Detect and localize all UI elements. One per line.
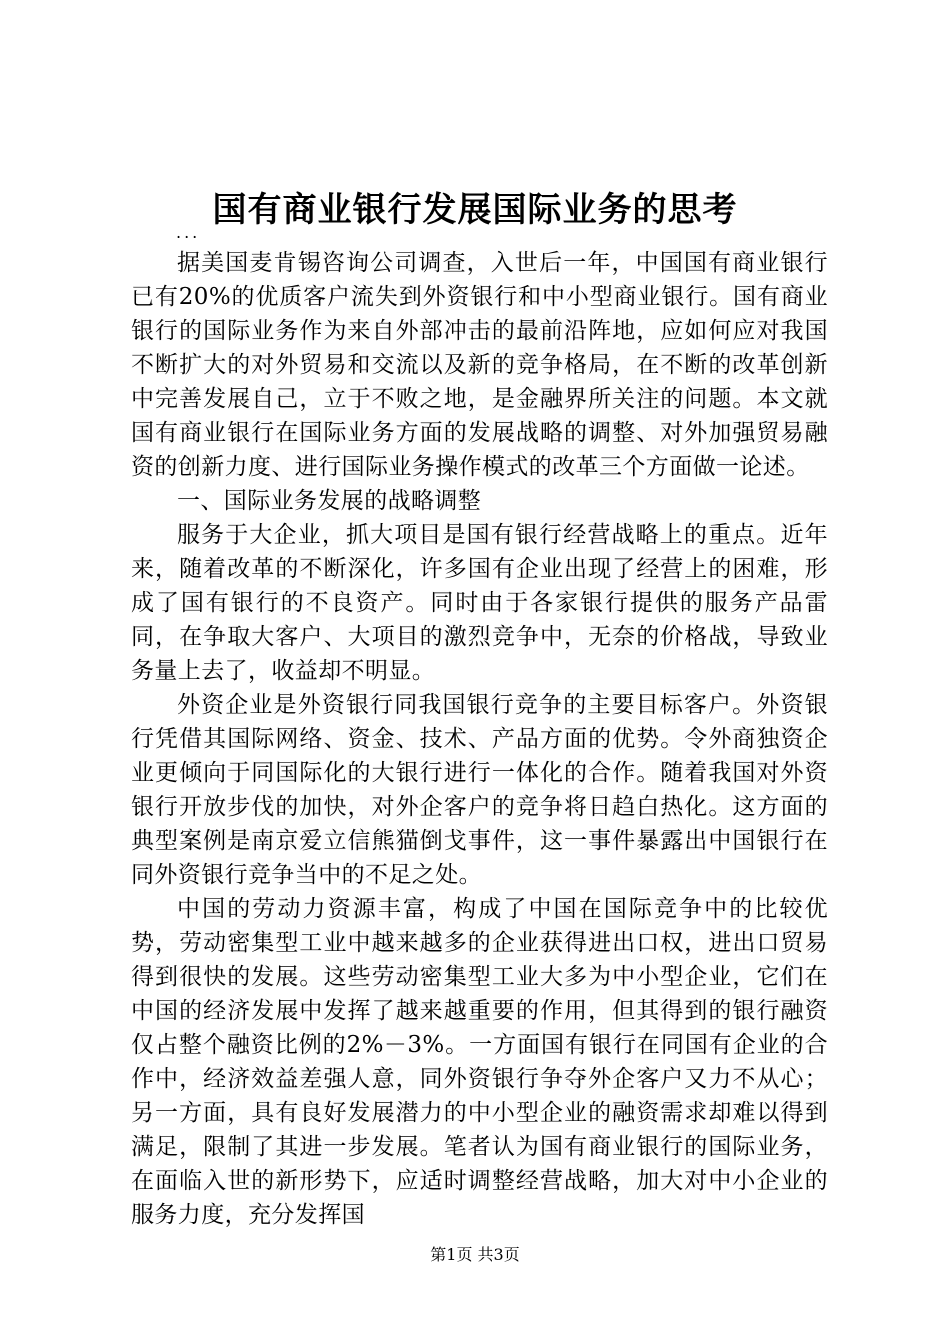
page-footer: 第1页 共3页 [430, 1245, 520, 1264]
paragraph-labor-sme: 中国的劳动力资源丰富，构成了中国在国际竞争中的比较优势，劳动密集型工业中越来越多的企业获得进出口权，进出口贸易得到很快的发展。这些劳动密集型工业大多为中小型企业，它们在中国的经济发展中发挥了越来越重要的作用，但其得到的银行融资仅占整个融资比例的2%－3%。一方面国有银行在同国有企业的合作中，经济效益差强人意，同外资银行争夺外企客户又力不从心；另一方面，具有良好发展潜力的中小型企业的融资需求却难以得到满足，限制了其进一步发展。笔者认为国有商业银行的国际业务，在面临入世的新形势下，应适时调整经营战略，加大对中小企业的服务力度，充分发挥国 [131, 896, 828, 1228]
paragraph-intro: 据美国麦肯锡咨询公司调查，入世后一年，中国国有商业银行已有20%的优质客户流失到外资银行和中小型商业银行。国有商业银行的国际业务作为来自外部冲击的最前沿阵地，应如何应对我国不断扩大的对外贸易和交流以及新的竞争格局，在不断的改革创新中完善发展自己，立于不败之地，是金融界所关注的问题。本文就国有商业银行在国际业务方面的发展战略的调整、对外加强贸易融资的创新力度、进行国际业务操作模式的改革三个方面做一论述。 [131, 250, 828, 480]
paragraph-large-enterprises: 服务于大企业，抓大项目是国有银行经营战略上的重点。近年来，随着改革的不断深化，许多国有企业出现了经营上的困难，形成了国有银行的不良资产。同时由于各家银行提供的服务产品雷同，在争取大客户、大项目的激烈竞争中，无奈的价格战，导致业务量上去了，收益却不明显。 [131, 522, 828, 684]
document-body [131, 246, 828, 1232]
section-heading-strategy: 一、国际业务发展的战略调整 [177, 488, 482, 514]
document-title: 国有商业银行发展国际业务的思考 [212, 190, 738, 230]
paragraph-foreign-enterprises: 外资企业是外资银行同我国银行竞争的主要目标客户。外资银行凭借其国际网络、资金、技术、产品方面的优势。令外商独资企业更倾向于同国际化的大银行进行一体化的合作。随着我国对外资银行开放步伐的加快，对外企客户的竞争将日趋白热化。这方面的典型案例是南京爱立信熊猫倒戈事件，这一事件暴露出中国银行在同外资银行竞争当中的不足之处。 [131, 692, 828, 888]
ellipsis-marker: ... [176, 223, 201, 242]
